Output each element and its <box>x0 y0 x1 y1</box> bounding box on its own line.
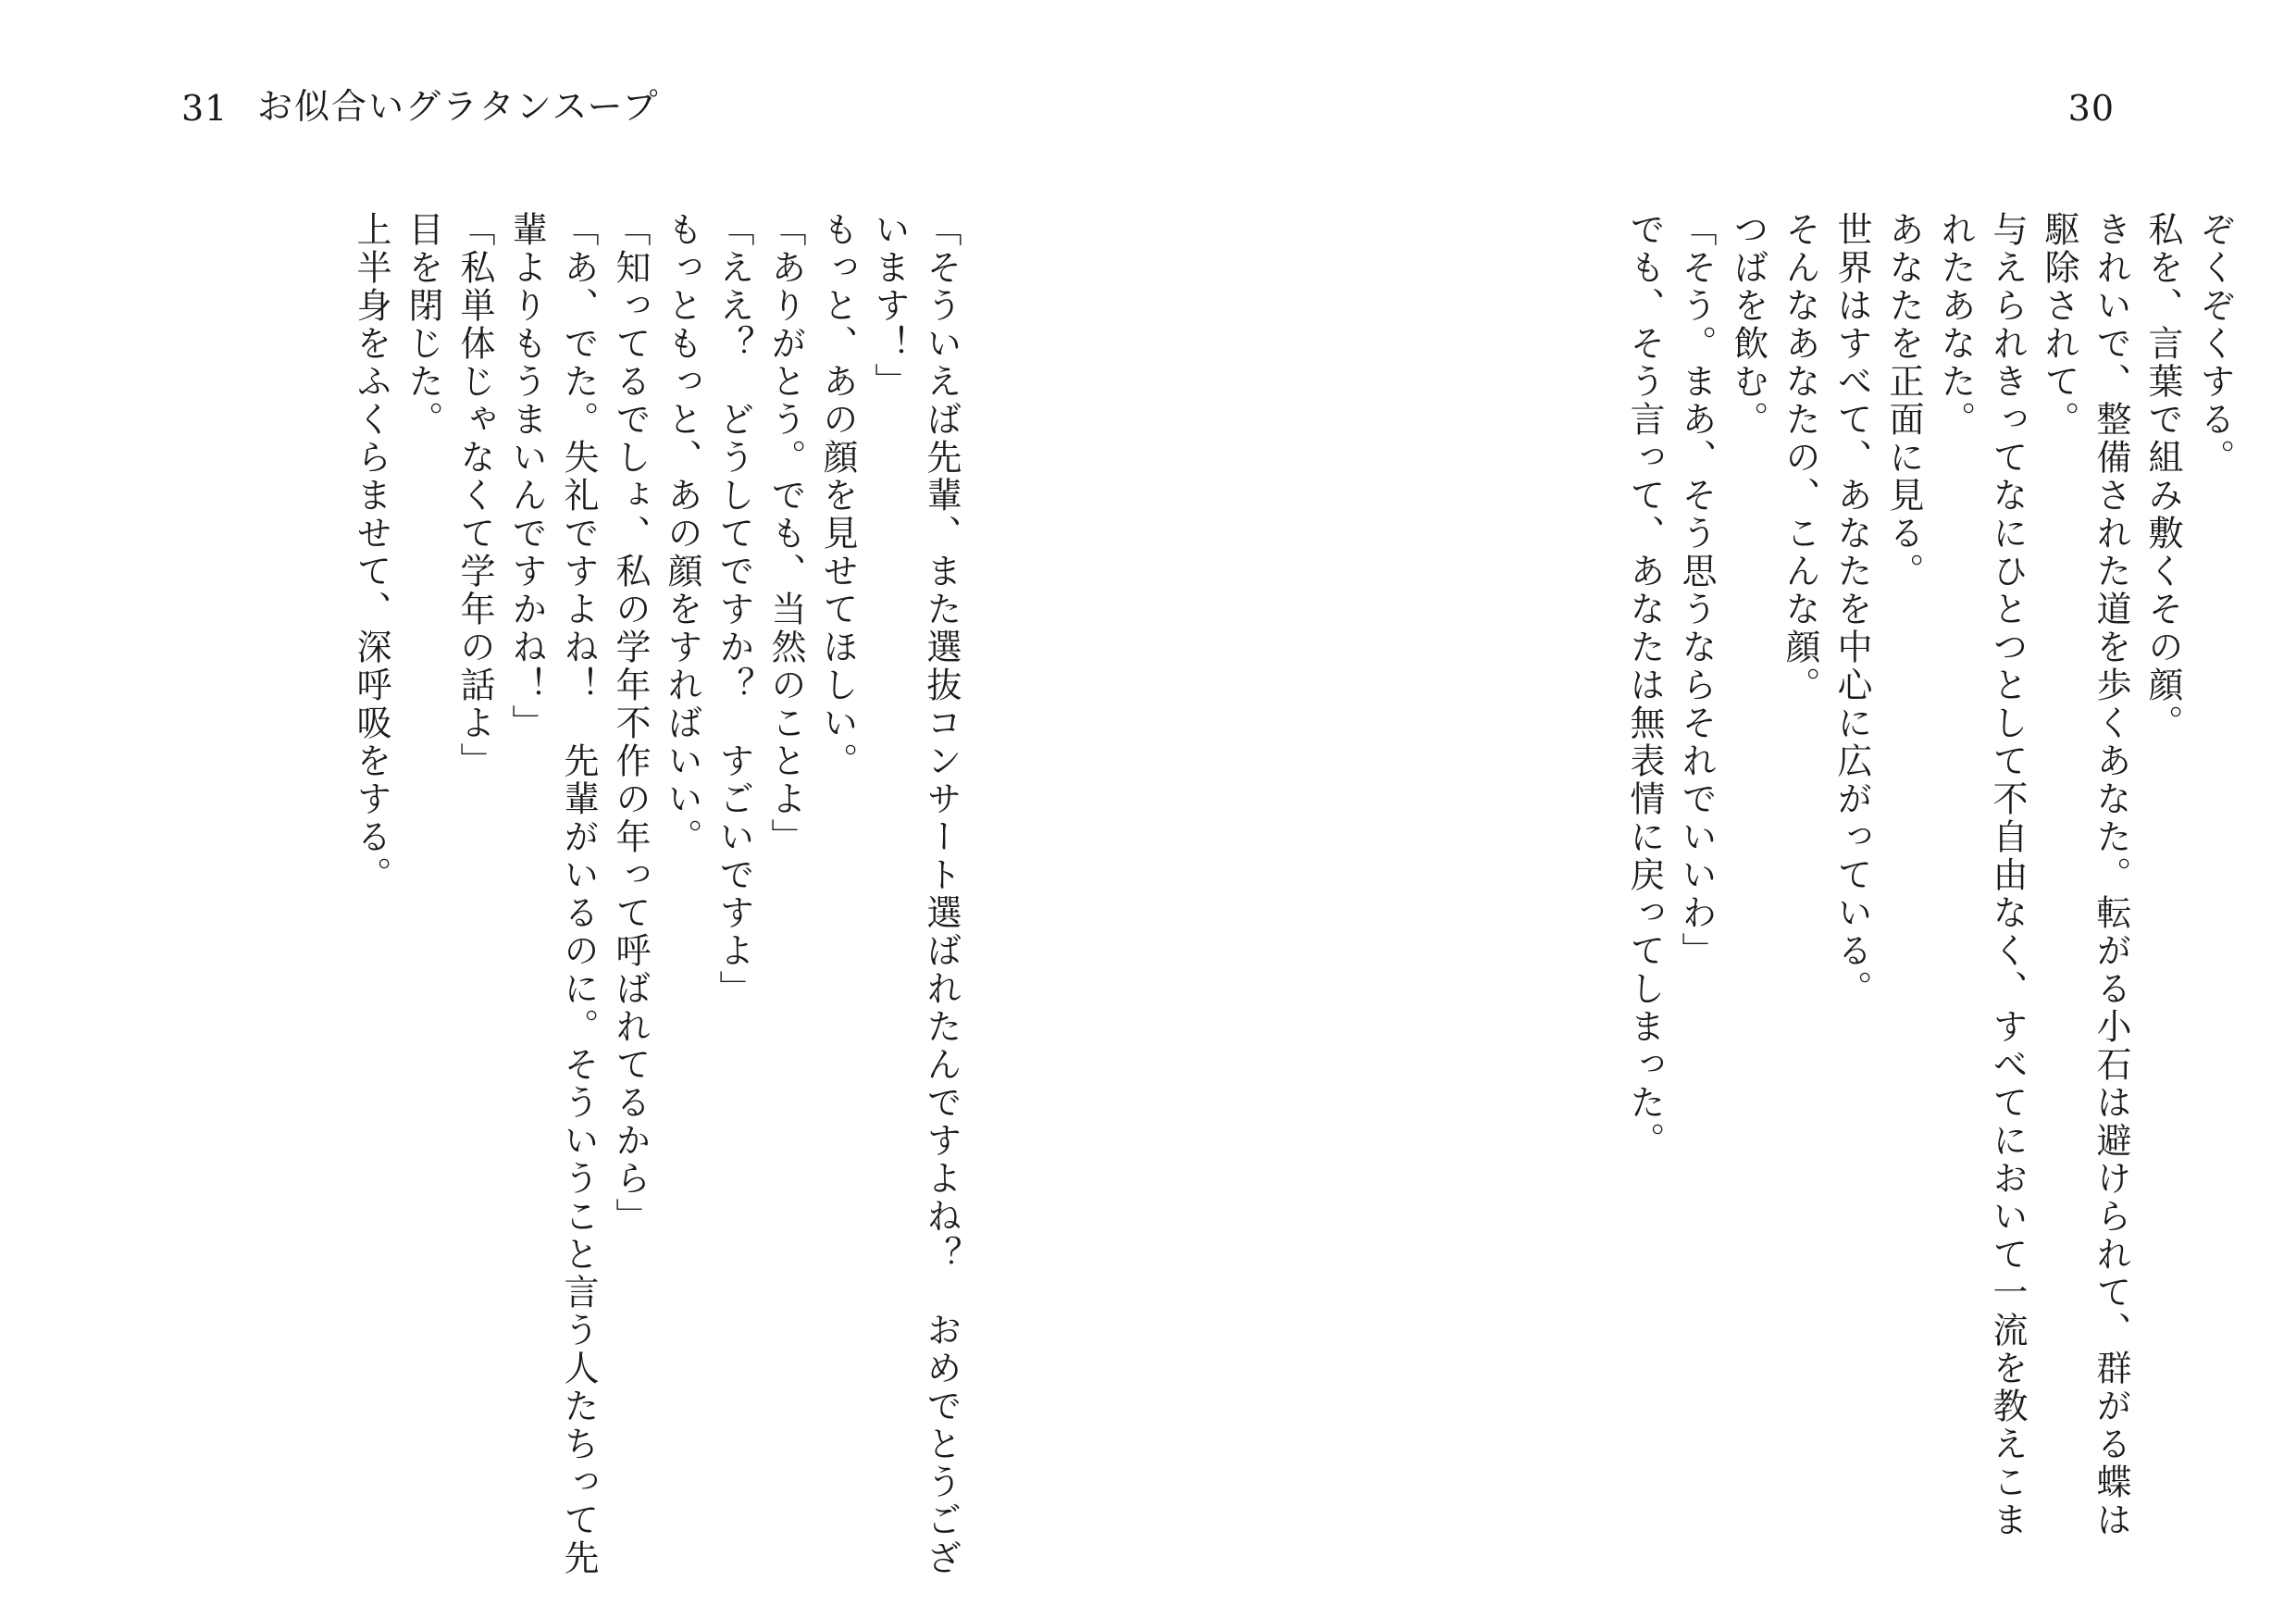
body-text-right <box>1619 211 2240 1539</box>
text-line: れたあなた。 <box>1935 211 1976 439</box>
text-line: 「そういえば先輩、また選抜コンサート選ばれたんですよね？ おめでとうござ <box>921 211 962 1577</box>
text-line: あなたを正面に見る。 <box>1883 211 1924 591</box>
text-line: 「そう。まあ、そう思うならそれでいいわ」 <box>1676 211 1717 970</box>
text-line: 目を閉じた。 <box>403 211 443 439</box>
text-line: 世界はすべて、あなたを中心に広がっている。 <box>1831 211 1872 1008</box>
text-line: 駆除されて。 <box>2039 211 2079 439</box>
text-line: きれいで、整備された道を歩くあなた。転がる小石は避けられて、群がる蝶は <box>2091 211 2131 1539</box>
text-line: 「知ってるでしょ、私の学年不作の年って呼ばれてるから」 <box>610 211 651 1236</box>
running-title: お似合いグラタンスープ <box>257 86 660 127</box>
text-line: でも、そう言って、あなたは無表情に戻ってしまった。 <box>1624 211 1665 1160</box>
text-line: 上半身をふくらませて、深呼吸をする。 <box>351 211 391 894</box>
text-line: 与えられきってなにひとつとして不自由なく、すべてにおいて一流を教えこま <box>1987 211 2028 1539</box>
page-number-left: 31 <box>181 88 229 129</box>
text-line: もっと、あの顔を見せてほしい。 <box>817 211 858 780</box>
text-line: そんなあなたの、こんな顔。 <box>1780 211 1820 704</box>
body-text-left <box>345 211 967 1577</box>
text-line: 「ありがとう。でも、当然のことよ」 <box>765 211 806 856</box>
right-page <box>1148 0 2296 1618</box>
text-line: ぞくぞくする。 <box>2194 211 2235 477</box>
text-line: 「あ、でた。失礼ですよね！ 先輩がいるのに。そういうこと言う人たちって先 <box>558 211 599 1577</box>
text-line: います！」 <box>869 211 910 401</box>
text-line: 「私単体じゃなくて学年の話よ」 <box>454 211 495 780</box>
text-line: 「ええ？ どうしてですか？ すごいですよ」 <box>714 211 754 1008</box>
text-line: つばを飲む。 <box>1728 211 1769 439</box>
page-number-right: 30 <box>2067 88 2115 129</box>
text-line: 私を、言葉で組み敷くその顔。 <box>2142 211 2183 742</box>
text-line: もっともっと、あの顔をすればいい。 <box>662 211 702 856</box>
text-line: 輩よりもうまいんですかね！」 <box>506 211 547 742</box>
